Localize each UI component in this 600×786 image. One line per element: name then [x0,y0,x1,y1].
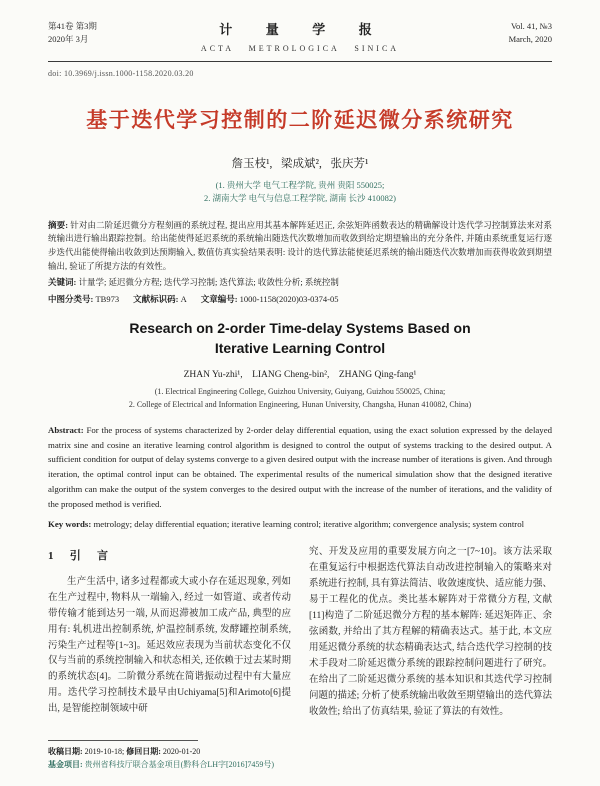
body-paragraph-left: 生产生活中, 诸多过程都或大或小存在延迟现象, 列如在生产过程中, 物料从一端输入, 经过一如管道、或者传动带传输才能到达另一端, 从而迟滞被加工成产品, 典型的应用有: 轧机进出控制系统, 炉温控制系统, 发酵罐控制系统, 污染生产过程等[1~3]。延迟效应表现为当前状态变化不仅仅与当前的系统控制输入和状态相关, 还依赖于过去某时期的系统状态[4]。二阶微分系统在简谐振动过程中有大量应用。迭代学习控制技术最早由Uchiyama[5]和Arimoto[6]提出, 是智能控制领域中研 [48,576,291,715]
journal-volume-en [432,20,552,46]
volume-issue-en: Vol. 41, №3 [510,21,552,31]
abstract-label-cn: 摘要: [48,219,71,230]
funding-label: 基金项目: [48,760,85,770]
footnote-divider [48,740,198,741]
body-column-right [309,545,552,720]
body-column-left [48,545,291,720]
abstract-en [48,423,552,512]
keywords-cn [48,276,552,290]
pub-date-cn: 2020年 3月 [48,34,89,45]
authors-en: ZHAN Yu-zhi¹, LIANG Cheng-bin², ZHANG Qing-fang¹ [183,370,417,381]
doc-code-value: A [180,293,187,304]
abstract-label-en: Abstract: [48,424,87,435]
affiliations-cn [48,179,552,206]
clc-label: 中图分类号: [48,293,96,304]
received-line [48,745,552,759]
keywords-text-cn: 计量学; 延迟微分方程; 迭代学习控制; 迭代算法; 收敛性分析; 系统控制 [78,277,339,288]
keywords-text-en: metrology; delay differential equation; iterative learning control; iterative algorithm; convergence analysis; system control [93,519,525,530]
paper-title-cn: 基于迭代学习控制的二阶延迟微分系统研究 [86,107,514,132]
body-paragraph-right: 究、开发及应用的重要发展方向之一[7~10]。该方法采取在重复运行中根据迭代算法自动改进控制输入的策略来对系统进行控制, 具有算法简洁、收敛速度快、适应能力强、易于工程化的优点。类比基本解阵对于常微分方程, 文献[11]构造了二阶延迟微分方程的基本解阵: 延迟矩阵正、余弦函数, 并给出了其方程解的精确表达式。基于此, 本文应用延迟微分系统的状态精确表达式, 结合迭代学习控制的技术手段对二阶延迟微分系统的跟踪控制问题进行了研究。在给出了二阶延迟微分系统的基本知识和其迭代学习控制问题的描述; 分析了使系统输出收敛至期望输出的迭代算法收敛性; 给出了仿真结果, 验证了算法的有效性。 [309,547,552,717]
body-columns [48,545,552,720]
received-date: 2019-10-18; [84,746,127,756]
authors-cn: 詹玉枝¹, 梁成斌², 张庆芳¹ [231,157,369,170]
paper-title-en: Research on 2-order Time-delay Systems Based on Iterative Learning Control [129,319,471,356]
keywords-label-cn: 关键词: [48,277,79,288]
abstract-cn [48,219,552,273]
abstract-text-en: For the process of systems characterized by 2-order delay differential equation, using the exact solution expressed by the delayed matrix sine and cosine an iterative learning control algorithm is designed to control the output of systems tracking to the desired output. A sufficient condition for output of delay systems converge to a given desired output with the increase number of iterations is given. And through iteration, the optimal control input can be obtained. The experimental results of the numerical simulation show that the designed iterative algorithm can make the output of the system converges to the desired output with the increase of the number of iterations, and the validity of the proposed method is verified. [48,424,552,509]
journal-header [48,20,552,56]
keywords-label-en: Key words: [48,519,94,530]
clc-value: TB973 [95,293,120,304]
journal-volume-cn [48,20,168,46]
keywords-en [48,517,552,532]
funding-text: 贵州省科技厅联合基金项目(黔科合LH字[2016]7459号) [84,760,274,770]
received-label: 收稿日期: [48,746,85,756]
journal-title-en: ACTA METROLOGICA SINICA [200,44,400,54]
journal-title-block [168,20,432,56]
doi-line: doi: 10.3969/j.issn.1000-1158.2020.03.20 [48,68,194,78]
affiliation-en-1: (1. Electrical Engineering College, Guizhou University, Guiyang, Guizhou 550025, China; [154,387,446,397]
revised-label: 修回日期: [126,746,163,756]
affiliation-en-2: 2. College of Electrical and Information Engineering, Hunan University, Changsha, Hunan 410082, China) [128,400,472,410]
funding-line [48,758,552,772]
affiliation-cn-2: 2. 湖南大学 电气与信息工程学院, 湖南 长沙 410082) [204,193,396,204]
journal-title-cn: 计 量 学 报 [219,22,381,37]
abstract-text-cn: 针对由二阶延迟微分方程刻画的系统过程, 提出应用其基本解阵延迟正, 余弦矩阵函数表达的精确解设计迭代学习控制算法来对系统输出进行输出跟踪控制。给出能使得延迟系统的系统输出随迭代次数增加而收敛到给定期望输出的充分条件, 并随由系统重复运行逐步迭代出能使得输出收敛到达预期输入, 数值仿真实验结果表明: 设计的迭代算法能使延迟系统的输出随迭代次数增加而获得收敛到期望输出, 验证了所提方法的有效性。 [48,219,552,271]
revised-date: 2020-01-20 [162,746,201,756]
section-1-heading: 1 引 言 [48,550,110,563]
page-footer [48,740,552,772]
article-id-label: 文章编号: [200,293,240,304]
classification-line [48,293,552,305]
article-id-value: 1000-1158(2020)03-0374-05 [239,293,339,304]
header-divider [48,61,552,62]
doc-code-label: 文献标识码: [133,293,181,304]
pub-date-en: March, 2020 [508,34,552,45]
affiliation-cn-1: (1. 贵州大学 电气工程学院, 贵州 贵阳 550025; [215,179,385,190]
volume-issue-cn: 第41卷 第3期 [48,21,97,31]
affiliations-en [48,386,552,412]
